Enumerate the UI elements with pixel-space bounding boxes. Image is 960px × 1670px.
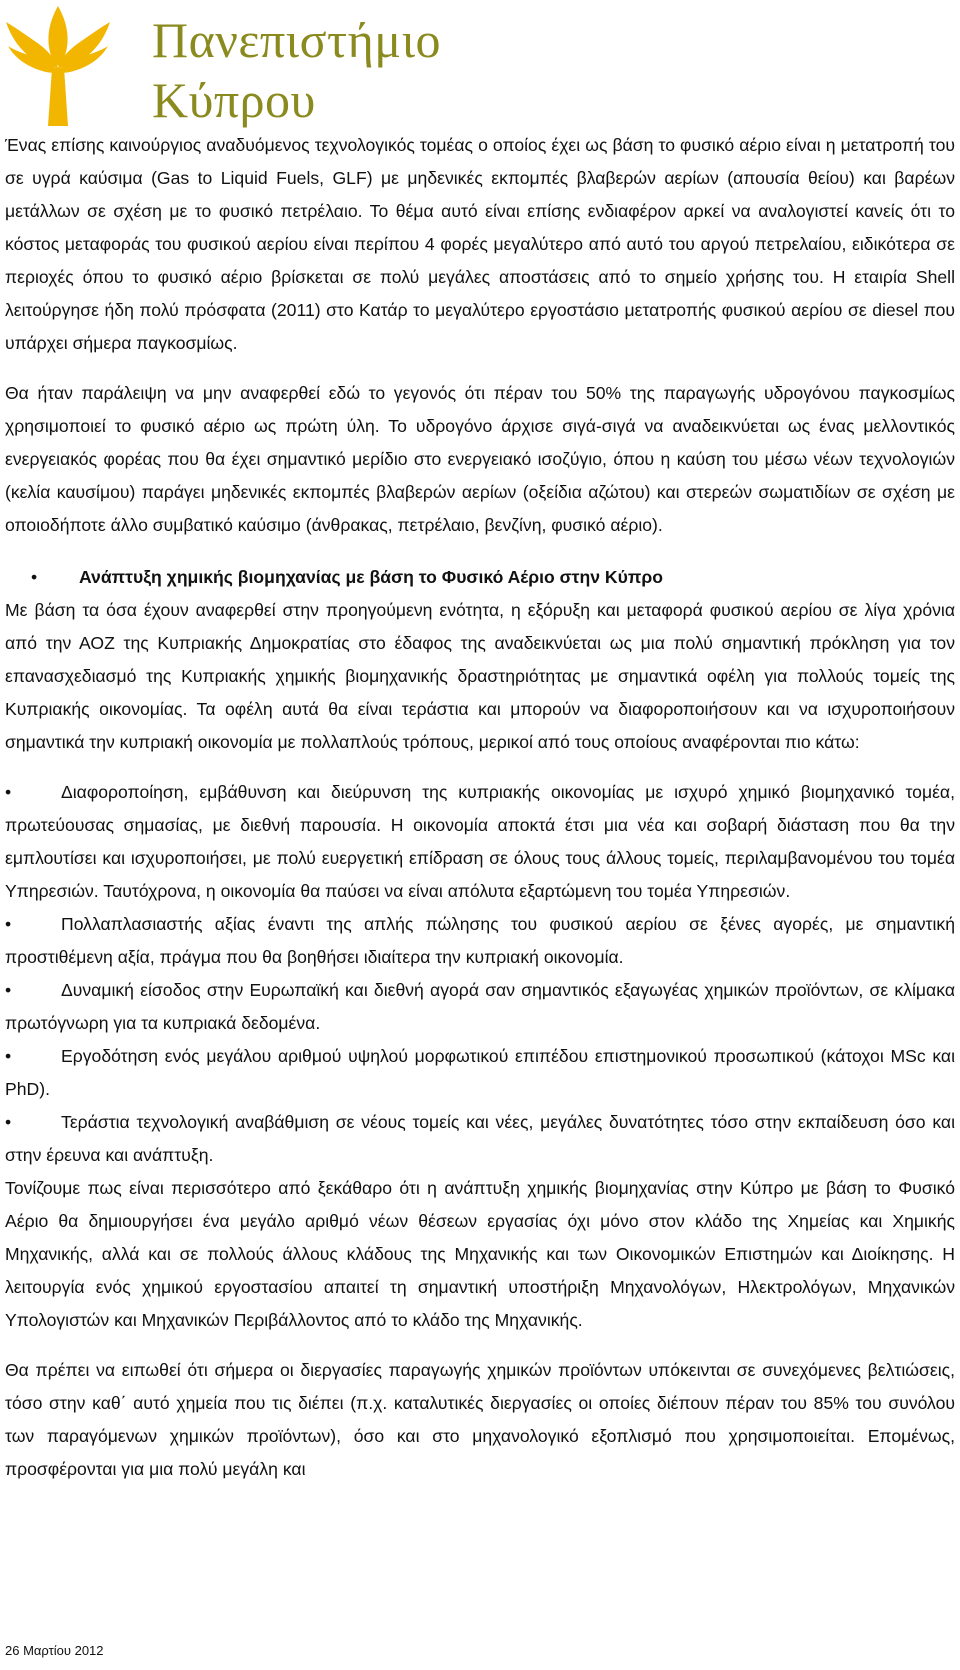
university-emblem-icon xyxy=(2,2,114,128)
benefit-item xyxy=(5,908,955,974)
university-name-line2: Κύπρου xyxy=(152,72,316,128)
paragraph-process-improvements: Θα πρέπει να ειπωθεί ότι σήμερα οι διεργασίες παραγωγής χημικών προϊόντων υπόκεινται σε συνεχόμενες βελτιώσεις, τόσο στην καθ΄ αυτό χημεία που τις διέπει (π.χ. καταλυτικές διεργασίες οι οποίες διέπουν πέραν του 85% του συνόλου των παραγόμενων χημικών προϊόντων), όσο και στο μηχανολογικό εξοπλισμό που χρησιμοποιείται. Επομένως, προσφέρονται για μια πολύ μεγάλη και xyxy=(5,1360,955,1479)
document-body xyxy=(5,129,955,1486)
header xyxy=(0,0,480,130)
bullet-icon: • xyxy=(5,782,12,802)
benefit-item xyxy=(5,1106,955,1172)
bullet-icon: • xyxy=(5,1112,12,1132)
university-name-line1: Πανεπιστήμιο xyxy=(152,12,442,68)
section-heading xyxy=(5,561,955,594)
paragraph-gtl: Ένας επίσης καινούργιος αναδυόμενος τεχνολογικός τομέας ο οποίος έχει ως βάση το φυσικό αέριο είναι η μετατροπή του σε υγρά καύσιμα (Gas to Liquid Fuels, GLF) με μηδενικές εκπομπές βλαβερών αερίων (απουσία θείου) και βαρέων μετάλλων σε σχέση με το φυσικό πετρέλαιο. Το θέμα αυτό είναι επίσης ενδιαφέρον αρκεί να αναλογιστεί κανείς ότι το κόστος μεταφοράς του φυσικού αερίου είναι περίπου 4 φορές μεγαλύτερο από αυτό του αργού πετρελαίου, ειδικότερα σε περιοχές όπου το φυσικό αέριο βρίσκεται σε πολύ μεγάλες αποστάσεις από το σημείο χρήσης του. Η εταιρία Shell λειτούργησε ήδη πολύ πρόσφατα (2011) στο Κατάρ το μεγαλύτερο εργοστάσιο μετατροπής φυσικού αερίου σε diesel που υπάρχει σήμερα παγκοσμίως. xyxy=(5,135,955,353)
footer-date: 26 Μαρτίου 2012 xyxy=(5,1643,104,1658)
bullet-icon: • xyxy=(5,980,12,1000)
benefit-text: Δυναμική είσοδος στην Ευρωπαϊκή και διεθνή αγορά σαν σημαντικός εξαγωγέας χημικών προϊόντων, σε κλίμακα πρωτόγνωρη για τα κυπριακά δεδομένα. xyxy=(5,980,955,1033)
section-intro: Με βάση τα όσα έχουν αναφερθεί στην προηγούμενη ενότητα, η εξόρυξη και μεταφορά φυσικού αερίου σε λίγα χρόνια από την ΑΟΖ της Κυπριακής Δημοκρατίας στο έδαφος της αναδεικνύεται ως μια πολύ σημαντική πρόκληση για τον επανασχεδιασμό της Κυπριακής χημικής βιομηχανικής δραστηριότητας με σημαντικά οφέλη για πολλούς τομείς της Κυπριακής οικονομίας. Τα οφέλη αυτά θα είναι τεράστια και μπορούν να διαφοροποιήσουν και να ισχυροποιήσουν σημαντικά την κυπριακή οικονομία με πολλαπλούς τρόπους, μερικοί από τους οποίους αναφέρονται πιο κάτω: xyxy=(5,600,955,752)
benefit-text: Διαφοροποίηση, εμβάθυνση και διεύρυνση της κυπριακής οικονομίας με ισχυρό χημικό βιομηχανικό τομέα, πρωτεύουσας σημασίας, με διεθνή παρουσία. Η οικονομία αποκτά έτσι μια νέα και σοβαρή διάσταση που θα την εμπλουτίσει και ισχυροποιήσει, με πολύ ευεργετική επίδραση σε όλους τους άλλους τομείς, περιλαμβανομένου του τομέα Υπηρεσιών. Ταυτόχρονα, η οικονομία θα παύσει να είναι απόλυτα εξαρτώμενη του τομέα Υπηρεσιών. xyxy=(5,782,955,901)
benefit-text: Εργοδότηση ενός μεγάλου αριθμού υψηλού μορφωτικού επιπέδου επιστημονικού προσωπικού (κάτοχοι MSc και PhD). xyxy=(5,1046,955,1099)
university-name xyxy=(152,10,441,130)
benefit-item xyxy=(5,776,955,908)
benefit-item xyxy=(5,1040,955,1106)
paragraph-employment: Τονίζουμε πως είναι περισσότερο από ξεκάθαρο ότι η ανάπτυξη χημικής βιομηχανίας στην Κύπρο με βάση το Φυσικό Αέριο θα δημιουργήσει ένα μεγάλο αριθμό νέων θέσεων εργασίας όχι μόνο στον κλάδο της Χημείας και Χημικής Μηχανικής, αλλά και σε πολλούς άλλους κλάδους της Μηχανικής και των Οικονομικών Επιστημών και Διοίκησης. Η λειτουργία ενός χημικού εργοστασίου απαιτεί τη σημαντική υποστήριξη Μηχανολόγων, Ηλεκτρολόγων, Μηχανικών Υπολογιστών και Μηχανικών Περιβάλλοντος από το κλάδο της Μηχανικής. xyxy=(5,1178,955,1330)
bullet-icon: • xyxy=(5,914,12,934)
benefit-item xyxy=(5,974,955,1040)
bullet-icon: • xyxy=(31,567,38,587)
benefit-text: Πολλαπλασιαστής αξίας έναντι της απλής πώλησης του φυσικού αερίου σε ξένες αγορές, με σημαντική προστιθέμενη αξία, πράγμα που θα βοηθήσει ιδιαίτερα την κυπριακή οικονομία. xyxy=(5,914,955,967)
section-heading-text: Ανάπτυξη χημικής βιομηχανίας με βάση το Φυσικό Αέριο στην Κύπρο xyxy=(79,567,663,587)
paragraph-hydrogen: Θα ήταν παράλειψη να μην αναφερθεί εδώ το γεγονός ότι πέραν του 50% της παραγωγής υδρογόνου παγκοσμίως χρησιμοποιεί το φυσικό αέριο ως πρώτη ύλη. Το υδρογόνο άρχισε σιγά-σιγά να αναδεικνύεται ως ένας μελλοντικός ενεργειακός φορέας που θα έχει σημαντικό μερίδιο στο ενεργειακό ισοζύγιο, όπου η καύση του μέσω νέων τεχνολογιών (κελία καυσίμου) παράγει μηδενικές εκπομπές βλαβερών αερίων (οξείδια αζώτου) και στερεών σωματιδίων σε σχέση με οποιοδήποτε άλλο συμβατικό καύσιμο (άνθρακας, πετρέλαιο, βενζίνη, φυσικό αέριο). xyxy=(5,383,955,535)
benefit-text: Τεράστια τεχνολογική αναβάθμιση σε νέους τομείς και νέες, μεγάλες δυνατότητες τόσο στην εκπαίδευση όσο και στην έρευνα και ανάπτυξη. xyxy=(5,1112,955,1165)
bullet-icon: • xyxy=(5,1046,12,1066)
